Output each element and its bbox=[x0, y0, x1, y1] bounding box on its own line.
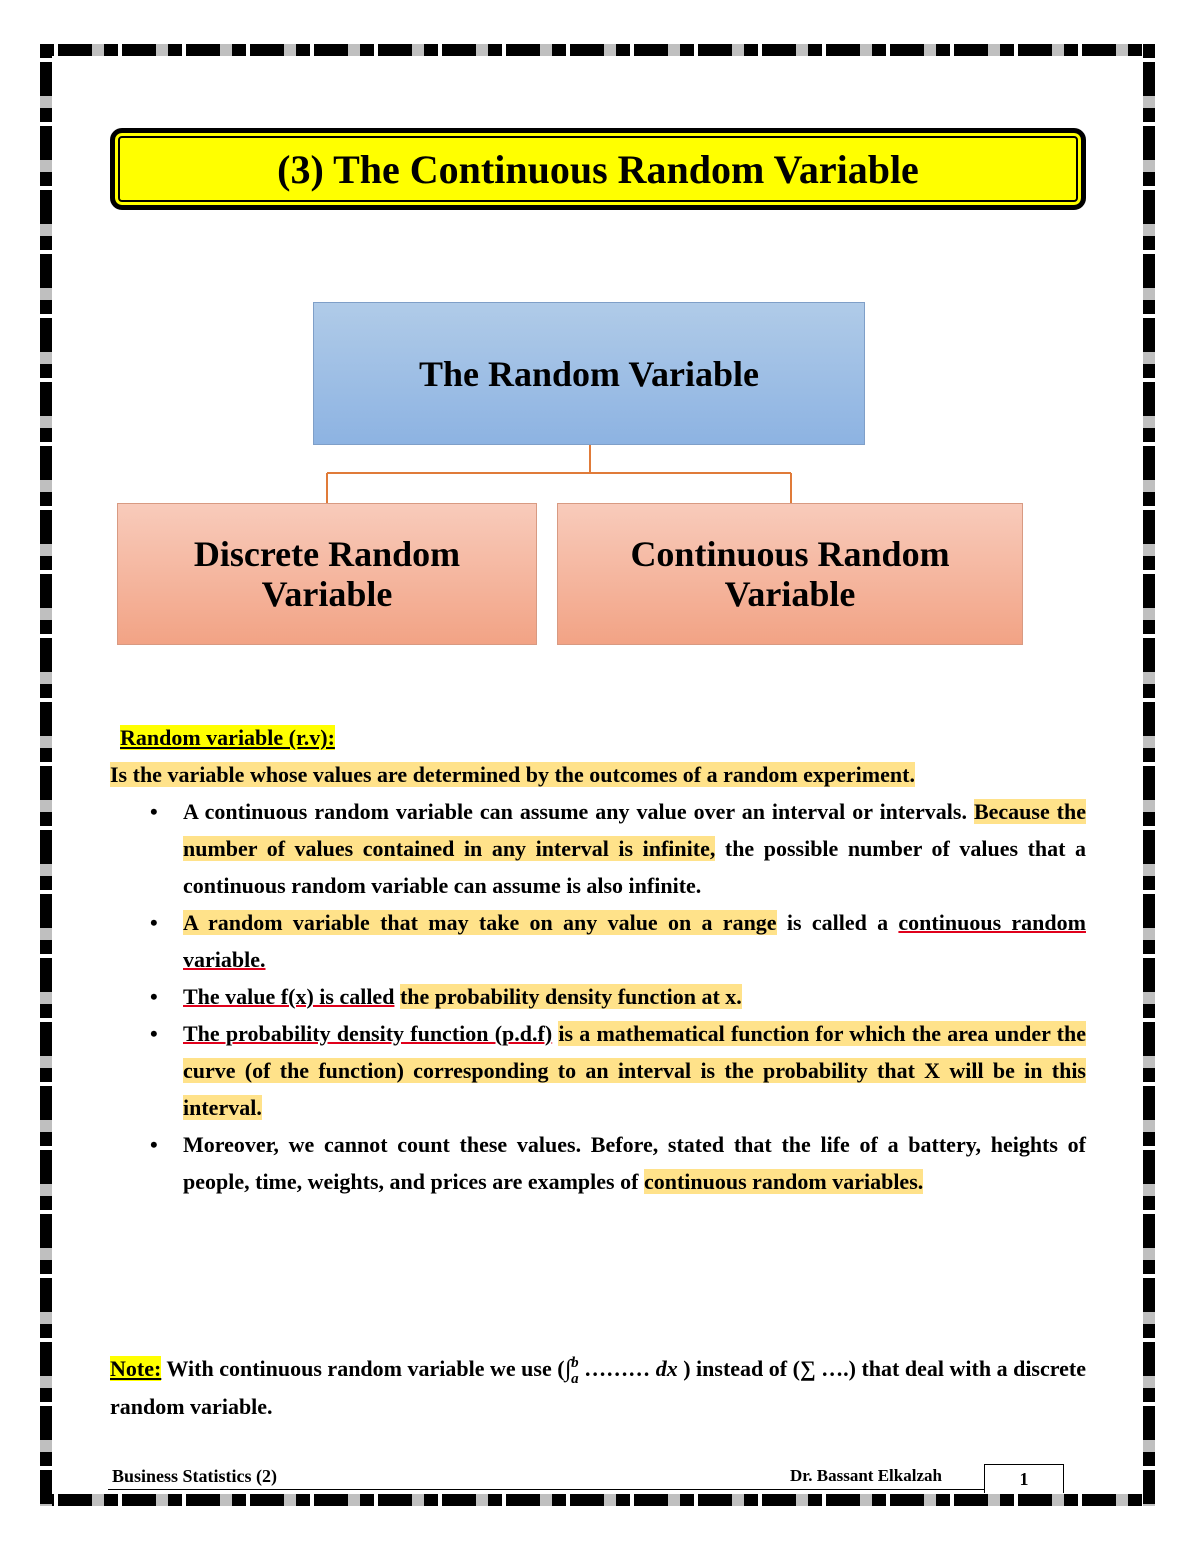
page-title: (3) The Continuous Random Variable bbox=[277, 146, 919, 192]
diagram-continuous-node bbox=[557, 503, 1023, 645]
note-text: With continuous random variable we use ( bbox=[161, 1356, 565, 1381]
definition-text: Is the variable whose values are determined by the outcomes of a random experiment. bbox=[110, 762, 915, 787]
integral-sign: ∫ bbox=[564, 1356, 572, 1382]
diagram-continuous-label-2: Variable bbox=[724, 574, 856, 614]
bullet-icon: • bbox=[150, 984, 158, 1009]
note-label: Note: bbox=[110, 1356, 162, 1381]
footer-divider bbox=[108, 1489, 984, 1490]
note-section bbox=[110, 1350, 1086, 1425]
bullet-underlined: The probability density function (p.d.f) bbox=[183, 1021, 553, 1046]
diagram-continuous-label-1: Continuous Random bbox=[630, 534, 950, 574]
definition-heading: Random variable (r.v): bbox=[120, 725, 335, 750]
list-item bbox=[110, 1126, 1086, 1200]
diagram-discrete-label-1: Discrete Random bbox=[193, 534, 461, 574]
bullet-text: Moreover, we cannot count these values. Before, stated that the life of a battery, heights of people, time, weights, and prices are examples of bbox=[183, 1132, 1086, 1194]
diagram-discrete-label-2: Variable bbox=[261, 574, 393, 614]
integral-lower-limit: a bbox=[571, 1370, 579, 1387]
list-item bbox=[110, 1015, 1086, 1126]
list-item bbox=[110, 904, 1086, 978]
bullet-text: is called a bbox=[776, 910, 899, 935]
list-item bbox=[110, 793, 1086, 904]
bullet-list bbox=[110, 793, 1086, 1200]
note-dx: dx bbox=[655, 1356, 678, 1381]
bullet-icon: • bbox=[150, 910, 158, 935]
bullet-text: A continuous random variable can assume any value over an interval or intervals. bbox=[183, 799, 974, 824]
bullet-text: the possible number of values that a continuous random variable can assume is also infinite. bbox=[183, 836, 1086, 898]
bullet-underlined: continuous random variable. bbox=[183, 910, 1086, 972]
page-number-box bbox=[984, 1464, 1064, 1493]
note-dots: ……… bbox=[578, 1356, 656, 1381]
diagram-discrete-node bbox=[117, 503, 537, 645]
bullet-highlight: continuous random variables. bbox=[643, 1169, 924, 1194]
page-border-bottom bbox=[40, 1494, 1155, 1506]
page-number: 1 bbox=[1019, 1468, 1029, 1489]
definition-section bbox=[110, 719, 1086, 1200]
bullet-highlight: is a mathematical function for which the area under the curve (of the function) corresponding to an interval is the probability that X will be in this interval. bbox=[183, 1021, 1086, 1120]
bullet-icon: • bbox=[150, 1132, 158, 1157]
bullet-highlight: Because the number of values contained in any interval is infinite, bbox=[183, 799, 1087, 861]
note-text: that deal with a discrete random variable. bbox=[110, 1356, 1086, 1419]
bullet-icon: • bbox=[150, 1021, 158, 1046]
footer-author: Dr. Bassant Elkalzah bbox=[790, 1466, 942, 1485]
list-item bbox=[110, 978, 1086, 1015]
diagram-root-label: The Random Variable bbox=[418, 353, 760, 394]
diagram-root-node bbox=[313, 302, 865, 445]
bullet-icon: • bbox=[150, 799, 158, 824]
note-text: ) instead of (∑ ….) bbox=[677, 1356, 856, 1381]
integral-upper-limit: b bbox=[571, 1354, 579, 1371]
bullet-underlined: The value f(x) is called bbox=[183, 984, 395, 1009]
bullet-highlight: the probability density function at x. bbox=[399, 984, 742, 1009]
bullet-highlight: A random variable that may take on any value on a range bbox=[183, 910, 777, 935]
footer-course: Business Statistics (2) bbox=[112, 1466, 278, 1486]
